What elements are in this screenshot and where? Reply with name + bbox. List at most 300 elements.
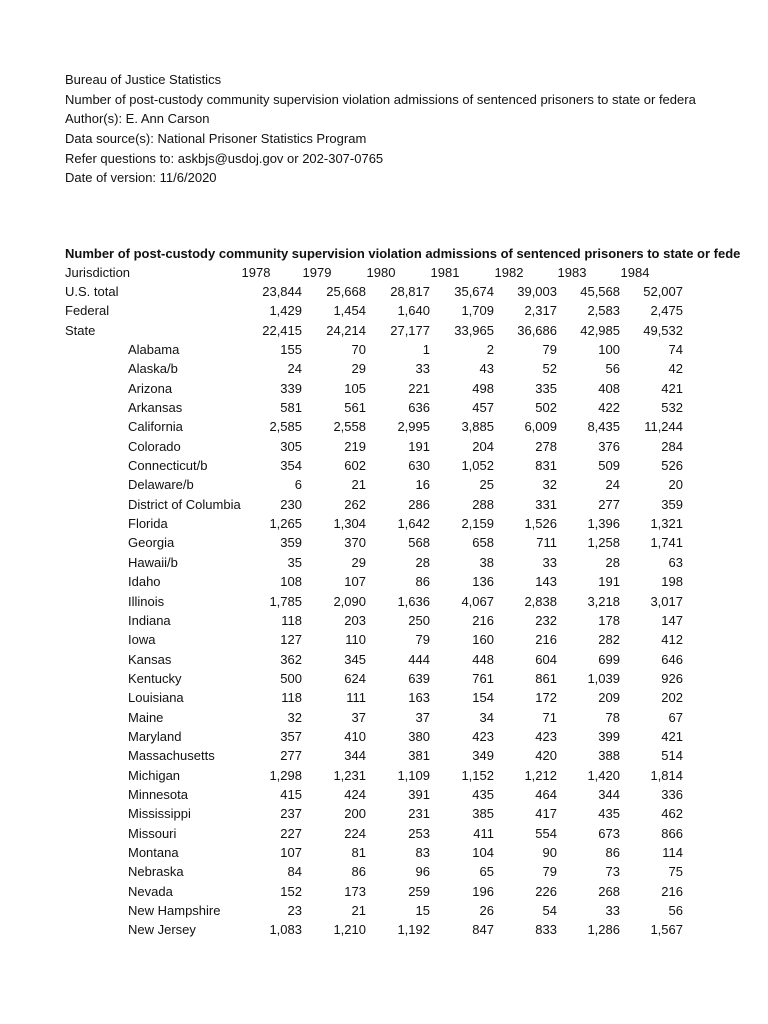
table-cell: 26	[479, 903, 494, 918]
document-header	[65, 70, 755, 188]
table-cell: 391	[408, 786, 430, 802]
jurisdiction-name: Delaware/b	[128, 477, 194, 493]
table-cell: 6,009	[524, 419, 557, 435]
table-cell: 500	[280, 670, 302, 686]
table-cell: 79	[542, 864, 557, 880]
jurisdiction-name: Kansas	[128, 651, 172, 667]
table-cell: 831	[535, 458, 557, 474]
table-cell: 1,286	[587, 922, 620, 938]
year-header: 1982	[494, 265, 524, 280]
table-cell: 1,231	[333, 767, 366, 783]
jurisdiction-name: Missouri	[128, 825, 177, 841]
table-cell: 370	[344, 535, 366, 551]
table-cell: 354	[280, 458, 302, 474]
jurisdiction-name: New Jersey	[128, 922, 196, 938]
table-cell: 344	[344, 748, 366, 764]
table-cell: 160	[472, 632, 494, 648]
jurisdiction-name: Mississippi	[128, 806, 191, 822]
table-cell: 2,583	[587, 303, 620, 319]
jurisdiction-name: Montana	[128, 844, 179, 860]
table-cell: 1,814	[650, 767, 683, 783]
table-cell: 104	[472, 844, 494, 860]
table-row	[65, 514, 755, 533]
table-row	[65, 495, 755, 514]
table-cell: 37	[415, 709, 430, 725]
table-cell: 105	[344, 380, 366, 396]
table-cell: 2,558	[333, 419, 366, 435]
table-cell: 36,686	[517, 322, 557, 338]
table-cell: 152	[280, 883, 302, 899]
table-cell: 227	[280, 825, 302, 841]
table-cell: 45,568	[580, 284, 620, 299]
table-cell: 20	[668, 477, 683, 493]
table-cell: 127	[280, 632, 302, 648]
table-cell: 250	[408, 612, 430, 628]
table-cell: 81	[351, 844, 366, 860]
table-cell: 154	[472, 690, 494, 706]
table-row	[65, 282, 755, 301]
table-cell: 1,741	[650, 535, 683, 551]
table-cell: 3,218	[587, 593, 620, 609]
table-cell: 388	[598, 748, 620, 764]
table-cell: 602	[344, 458, 366, 474]
table-row	[65, 398, 755, 417]
table-cell: 219	[344, 438, 366, 454]
table-cell: 385	[472, 806, 494, 822]
table-cell: 191	[408, 438, 430, 454]
table-cell: 3,885	[461, 419, 494, 435]
jurisdiction-name: Nevada	[128, 883, 173, 899]
table-cell: 415	[280, 786, 302, 802]
table-cell: 54	[542, 903, 557, 918]
table-cell: 204	[472, 438, 494, 454]
table-cell: 604	[535, 651, 557, 667]
table-cell: 532	[661, 400, 683, 416]
table-cell: 498	[472, 380, 494, 396]
year-header: 1981	[430, 265, 460, 280]
table-cell: 331	[535, 496, 557, 512]
table-cell: 421	[661, 728, 683, 744]
table-cell: 232	[535, 612, 557, 628]
table-cell: 86	[605, 844, 620, 860]
table-cell: 27,177	[390, 322, 430, 338]
table-header-row	[65, 263, 755, 282]
table-cell: 11,244	[644, 419, 683, 435]
table-cell: 43	[479, 361, 494, 377]
table-cell: 526	[661, 458, 683, 474]
table-cell: 28	[605, 554, 620, 570]
table-row	[65, 824, 755, 843]
report-title: Number of post-custody community supervision violation admissions of sentenced prisoners to state or federa	[65, 91, 696, 107]
table-cell: 568	[408, 535, 430, 551]
table-cell: 357	[280, 728, 302, 744]
table-cell: 424	[344, 786, 366, 802]
table-cell: 23	[287, 903, 302, 918]
table-row	[65, 417, 755, 436]
jurisdiction-name: Iowa	[128, 632, 156, 648]
table-cell: 658	[472, 535, 494, 551]
table-cell: 1,321	[650, 516, 683, 532]
table-cell: 32	[287, 709, 302, 725]
table-cell: 1,640	[397, 303, 430, 319]
table-cell: 1,785	[269, 593, 302, 609]
table-cell: 35	[287, 554, 302, 570]
table-cell: 624	[344, 670, 366, 686]
table-cell: 6	[294, 477, 302, 493]
table-cell: 422	[598, 400, 620, 416]
table-cell: 198	[661, 574, 683, 590]
table-cell: 277	[598, 496, 620, 512]
table-cell: 147	[661, 612, 683, 628]
table-cell: 37	[351, 709, 366, 725]
table-row	[65, 804, 755, 823]
table-cell: 636	[408, 400, 430, 416]
year-header: 1979	[302, 265, 332, 280]
table-row	[65, 746, 755, 765]
table-cell: 4,067	[461, 593, 494, 609]
table-row	[65, 340, 755, 359]
jurisdiction-name: Maryland	[128, 728, 182, 744]
table-cell: 1,396	[587, 516, 620, 532]
table-cell: 24	[605, 477, 620, 493]
jurisdiction-name: Federal	[65, 303, 110, 319]
year-header: 1978	[241, 265, 271, 280]
table-row	[65, 437, 755, 456]
table-cell: 335	[535, 380, 557, 396]
table-cell: 65	[479, 864, 494, 880]
table-cell: 277	[280, 748, 302, 764]
agency-name: Bureau of Justice Statistics	[65, 72, 222, 87]
table-cell: 108	[280, 574, 302, 590]
table-cell: 226	[535, 883, 557, 899]
table-cell: 444	[408, 651, 430, 667]
year-header: 1984	[620, 265, 650, 280]
jurisdiction-name: Maine	[128, 709, 164, 725]
jurisdiction-name: Louisiana	[128, 690, 184, 706]
table-cell: 23,844	[262, 284, 302, 299]
table-cell: 118	[281, 612, 302, 628]
table-cell: 100	[598, 342, 620, 358]
table-cell: 78	[605, 709, 620, 725]
table-cell: 79	[415, 632, 430, 648]
table-cell: 417	[535, 806, 557, 822]
table-cell: 67	[668, 709, 683, 725]
table-cell: 110	[345, 632, 366, 648]
table-cell: 336	[661, 786, 683, 802]
table-cell: 286	[408, 496, 430, 512]
table-row	[65, 553, 755, 572]
table-cell: 21	[351, 477, 366, 493]
table-cell: 224	[344, 825, 366, 841]
table-cell: 1,109	[397, 767, 430, 783]
table-cell: 866	[661, 825, 683, 841]
table-cell: 79	[542, 342, 557, 358]
table-cell: 74	[668, 342, 683, 358]
table-row	[65, 321, 755, 340]
table-cell: 423	[472, 728, 494, 744]
table-cell: 35,674	[454, 284, 494, 299]
table-cell: 1,429	[269, 303, 302, 319]
table-cell: 253	[408, 825, 430, 841]
table-cell: 410	[344, 728, 366, 744]
table-cell: 38	[479, 554, 494, 570]
table-cell: 107	[344, 574, 366, 590]
table-row	[65, 359, 755, 378]
table-cell: 143	[535, 574, 557, 590]
table-cell: 107	[280, 844, 302, 860]
table-cell: 32	[542, 477, 557, 493]
table-row	[65, 766, 755, 785]
table-cell: 163	[408, 690, 430, 706]
table-cell: 421	[661, 380, 683, 396]
table-cell: 1,192	[397, 922, 430, 938]
table-cell: 1,212	[524, 767, 557, 783]
table-cell: 42,985	[580, 322, 620, 338]
table-cell: 423	[535, 728, 557, 744]
table-cell: 1,258	[587, 535, 620, 551]
table-row	[65, 456, 755, 475]
jurisdiction-name: Michigan	[128, 767, 181, 783]
table-cell: 2,159	[461, 516, 494, 532]
table-cell: 699	[598, 651, 620, 667]
table-cell: 926	[661, 670, 683, 686]
table-cell: 25	[479, 477, 494, 493]
table-cell: 22,415	[262, 322, 302, 338]
table-cell: 70	[351, 342, 366, 358]
table-cell: 2,838	[524, 593, 557, 609]
table-cell: 411	[473, 825, 494, 841]
jurisdiction-name: Illinois	[128, 593, 165, 609]
table-cell: 63	[668, 554, 683, 570]
table-cell: 29	[351, 361, 366, 377]
table-cell: 1,642	[397, 516, 430, 532]
table-cell: 33	[415, 361, 430, 377]
jurisdiction-name: Indiana	[128, 612, 171, 628]
table-cell: 56	[668, 903, 683, 918]
table-cell: 268	[598, 883, 620, 899]
table-row	[65, 727, 755, 746]
table-row	[65, 843, 755, 862]
table-cell: 1,039	[587, 670, 620, 686]
table-cell: 435	[598, 806, 620, 822]
table-cell: 75	[668, 864, 683, 880]
table-cell: 42	[668, 361, 683, 377]
table-cell: 71	[542, 709, 557, 725]
table-cell: 344	[598, 786, 620, 802]
table-cell: 462	[661, 806, 683, 822]
table-cell: 237	[280, 806, 302, 822]
table-cell: 359	[280, 535, 302, 551]
table-cell: 561	[344, 400, 366, 416]
table-cell: 1,526	[524, 516, 557, 532]
table-cell: 380	[408, 728, 430, 744]
table-row	[65, 630, 755, 649]
table-row	[65, 592, 755, 611]
jurisdiction-name: Nebraska	[128, 864, 184, 880]
jurisdiction-name: Connecticut/b	[128, 458, 208, 474]
table-cell: 448	[472, 651, 494, 667]
table-cell: 172	[535, 690, 557, 706]
table-cell: 52,007	[643, 284, 683, 299]
table-cell: 464	[535, 786, 557, 802]
table-cell: 96	[415, 864, 430, 880]
table-cell: 673	[598, 825, 620, 841]
table-cell: 90	[542, 844, 557, 860]
table-cell: 412	[661, 632, 683, 648]
jurisdiction-name: State	[65, 322, 96, 338]
table-cell: 711	[536, 535, 557, 551]
data-source-line: Data source(s): National Prisoner Statistics Program	[65, 131, 367, 147]
table-row	[65, 785, 755, 804]
table-cell: 8,435	[587, 419, 620, 435]
table-cell: 25,668	[326, 284, 366, 299]
table-cell: 1,420	[587, 767, 620, 783]
table-cell: 24	[287, 361, 302, 377]
table-cell: 2	[486, 342, 494, 358]
table-cell: 1,709	[461, 303, 494, 319]
table-cell: 381	[408, 748, 430, 764]
jurisdiction-name: Idaho	[128, 574, 161, 590]
table-cell: 282	[598, 632, 620, 648]
table-cell: 33	[542, 554, 557, 570]
table-cell: 861	[535, 670, 557, 686]
table-cell: 84	[287, 864, 302, 880]
table-cell: 1,454	[333, 303, 366, 319]
table-cell: 196	[472, 883, 494, 899]
table-cell: 2,995	[397, 419, 430, 435]
table-cell: 155	[280, 342, 302, 358]
table-cell: 200	[344, 806, 366, 822]
table-cell: 349	[472, 748, 494, 764]
table-row	[65, 882, 755, 901]
table-cell: 173	[344, 883, 366, 899]
table-cell: 118	[281, 690, 302, 706]
table-cell: 305	[280, 438, 302, 454]
table-cell: 21	[351, 903, 366, 918]
table-cell: 2,090	[333, 593, 366, 609]
table-cell: 39,003	[517, 284, 557, 299]
table-cell: 833	[535, 922, 557, 938]
table-cell: 408	[598, 380, 620, 396]
table-cell: 34	[479, 709, 494, 725]
jurisdiction-name: Alabama	[128, 342, 180, 358]
table-body	[65, 282, 755, 940]
table-cell: 29	[351, 554, 366, 570]
table-cell: 191	[598, 574, 620, 590]
table-row	[65, 301, 755, 320]
table-row	[65, 920, 755, 939]
table-cell: 1,304	[333, 516, 366, 532]
jurisdiction-name: Georgia	[128, 535, 175, 551]
table-cell: 83	[415, 844, 430, 860]
table-cell: 216	[472, 612, 494, 628]
table-row	[65, 901, 755, 920]
table-cell: 202	[661, 690, 683, 706]
table-cell: 2,475	[650, 303, 683, 319]
table-cell: 209	[598, 690, 620, 706]
table-cell: 435	[472, 786, 494, 802]
table-cell: 111	[346, 690, 366, 706]
contact-line: Refer questions to: askbjs@usdoj.gov or 202-307-0765	[65, 150, 384, 166]
table-cell: 514	[661, 748, 683, 764]
year-header: 1980	[366, 265, 396, 280]
table-cell: 288	[472, 496, 494, 512]
author-line: Author(s): E. Ann Carson	[65, 111, 210, 127]
table-cell: 376	[598, 438, 620, 454]
table-cell: 284	[661, 438, 683, 454]
table-cell: 136	[472, 574, 494, 590]
jurisdiction-name: Arizona	[128, 380, 173, 396]
table-cell: 216	[535, 632, 557, 648]
table-cell: 457	[472, 400, 494, 416]
table-cell: 15	[415, 903, 430, 918]
table-cell: 86	[351, 864, 366, 880]
table-cell: 359	[661, 496, 683, 512]
table-row	[65, 708, 755, 727]
table-cell: 639	[408, 670, 430, 686]
table-cell: 259	[408, 883, 430, 899]
table-cell: 221	[408, 380, 430, 396]
jurisdiction-name: Colorado	[128, 438, 181, 454]
table-row	[65, 475, 755, 494]
table-cell: 56	[605, 361, 620, 377]
table-cell: 1,298	[269, 767, 302, 783]
table-cell: 114	[662, 844, 683, 860]
table-cell: 278	[535, 438, 557, 454]
table-cell: 1,210	[333, 922, 366, 938]
table-cell: 345	[344, 651, 366, 667]
jurisdiction-name: Minnesota	[128, 786, 188, 802]
table-cell: 231	[408, 806, 430, 822]
table-cell: 73	[605, 864, 620, 880]
jurisdiction-name: Massachusetts	[128, 748, 215, 764]
table-cell: 362	[280, 651, 302, 667]
jurisdiction-name: Florida	[128, 516, 168, 532]
table-cell: 230	[280, 496, 302, 512]
table-cell: 49,532	[643, 322, 683, 338]
table-cell: 178	[598, 612, 620, 628]
table-cell: 203	[344, 612, 366, 628]
table-row	[65, 862, 755, 881]
table-cell: 1,265	[269, 516, 302, 532]
table-cell: 509	[598, 458, 620, 474]
version-date-line: Date of version: 11/6/2020	[65, 170, 217, 186]
jurisdiction-name: U.S. total	[65, 284, 119, 299]
table-cell: 339	[280, 380, 302, 396]
table-cell: 1,152	[461, 767, 494, 783]
jurisdiction-header: Jurisdiction	[65, 265, 131, 280]
table-cell: 16	[415, 477, 430, 493]
jurisdiction-name: New Hampshire	[128, 903, 221, 918]
jurisdiction-name: Alaska/b	[128, 361, 178, 377]
table-cell: 33,965	[454, 322, 494, 338]
table-row	[65, 572, 755, 591]
table-cell: 1,052	[461, 458, 494, 474]
table-cell: 1,636	[397, 593, 430, 609]
table-cell: 28	[415, 554, 430, 570]
jurisdiction-name: California	[128, 419, 183, 435]
table-cell: 630	[408, 458, 430, 474]
table-cell: 399	[598, 728, 620, 744]
table-row	[65, 533, 755, 552]
table-row	[65, 650, 755, 669]
jurisdiction-name: Hawaii/b	[128, 554, 178, 570]
table-cell: 1,567	[650, 922, 683, 938]
table-row	[65, 688, 755, 707]
table-cell: 52	[542, 361, 557, 377]
table-cell: 554	[535, 825, 557, 841]
table-cell: 24,214	[326, 322, 366, 338]
